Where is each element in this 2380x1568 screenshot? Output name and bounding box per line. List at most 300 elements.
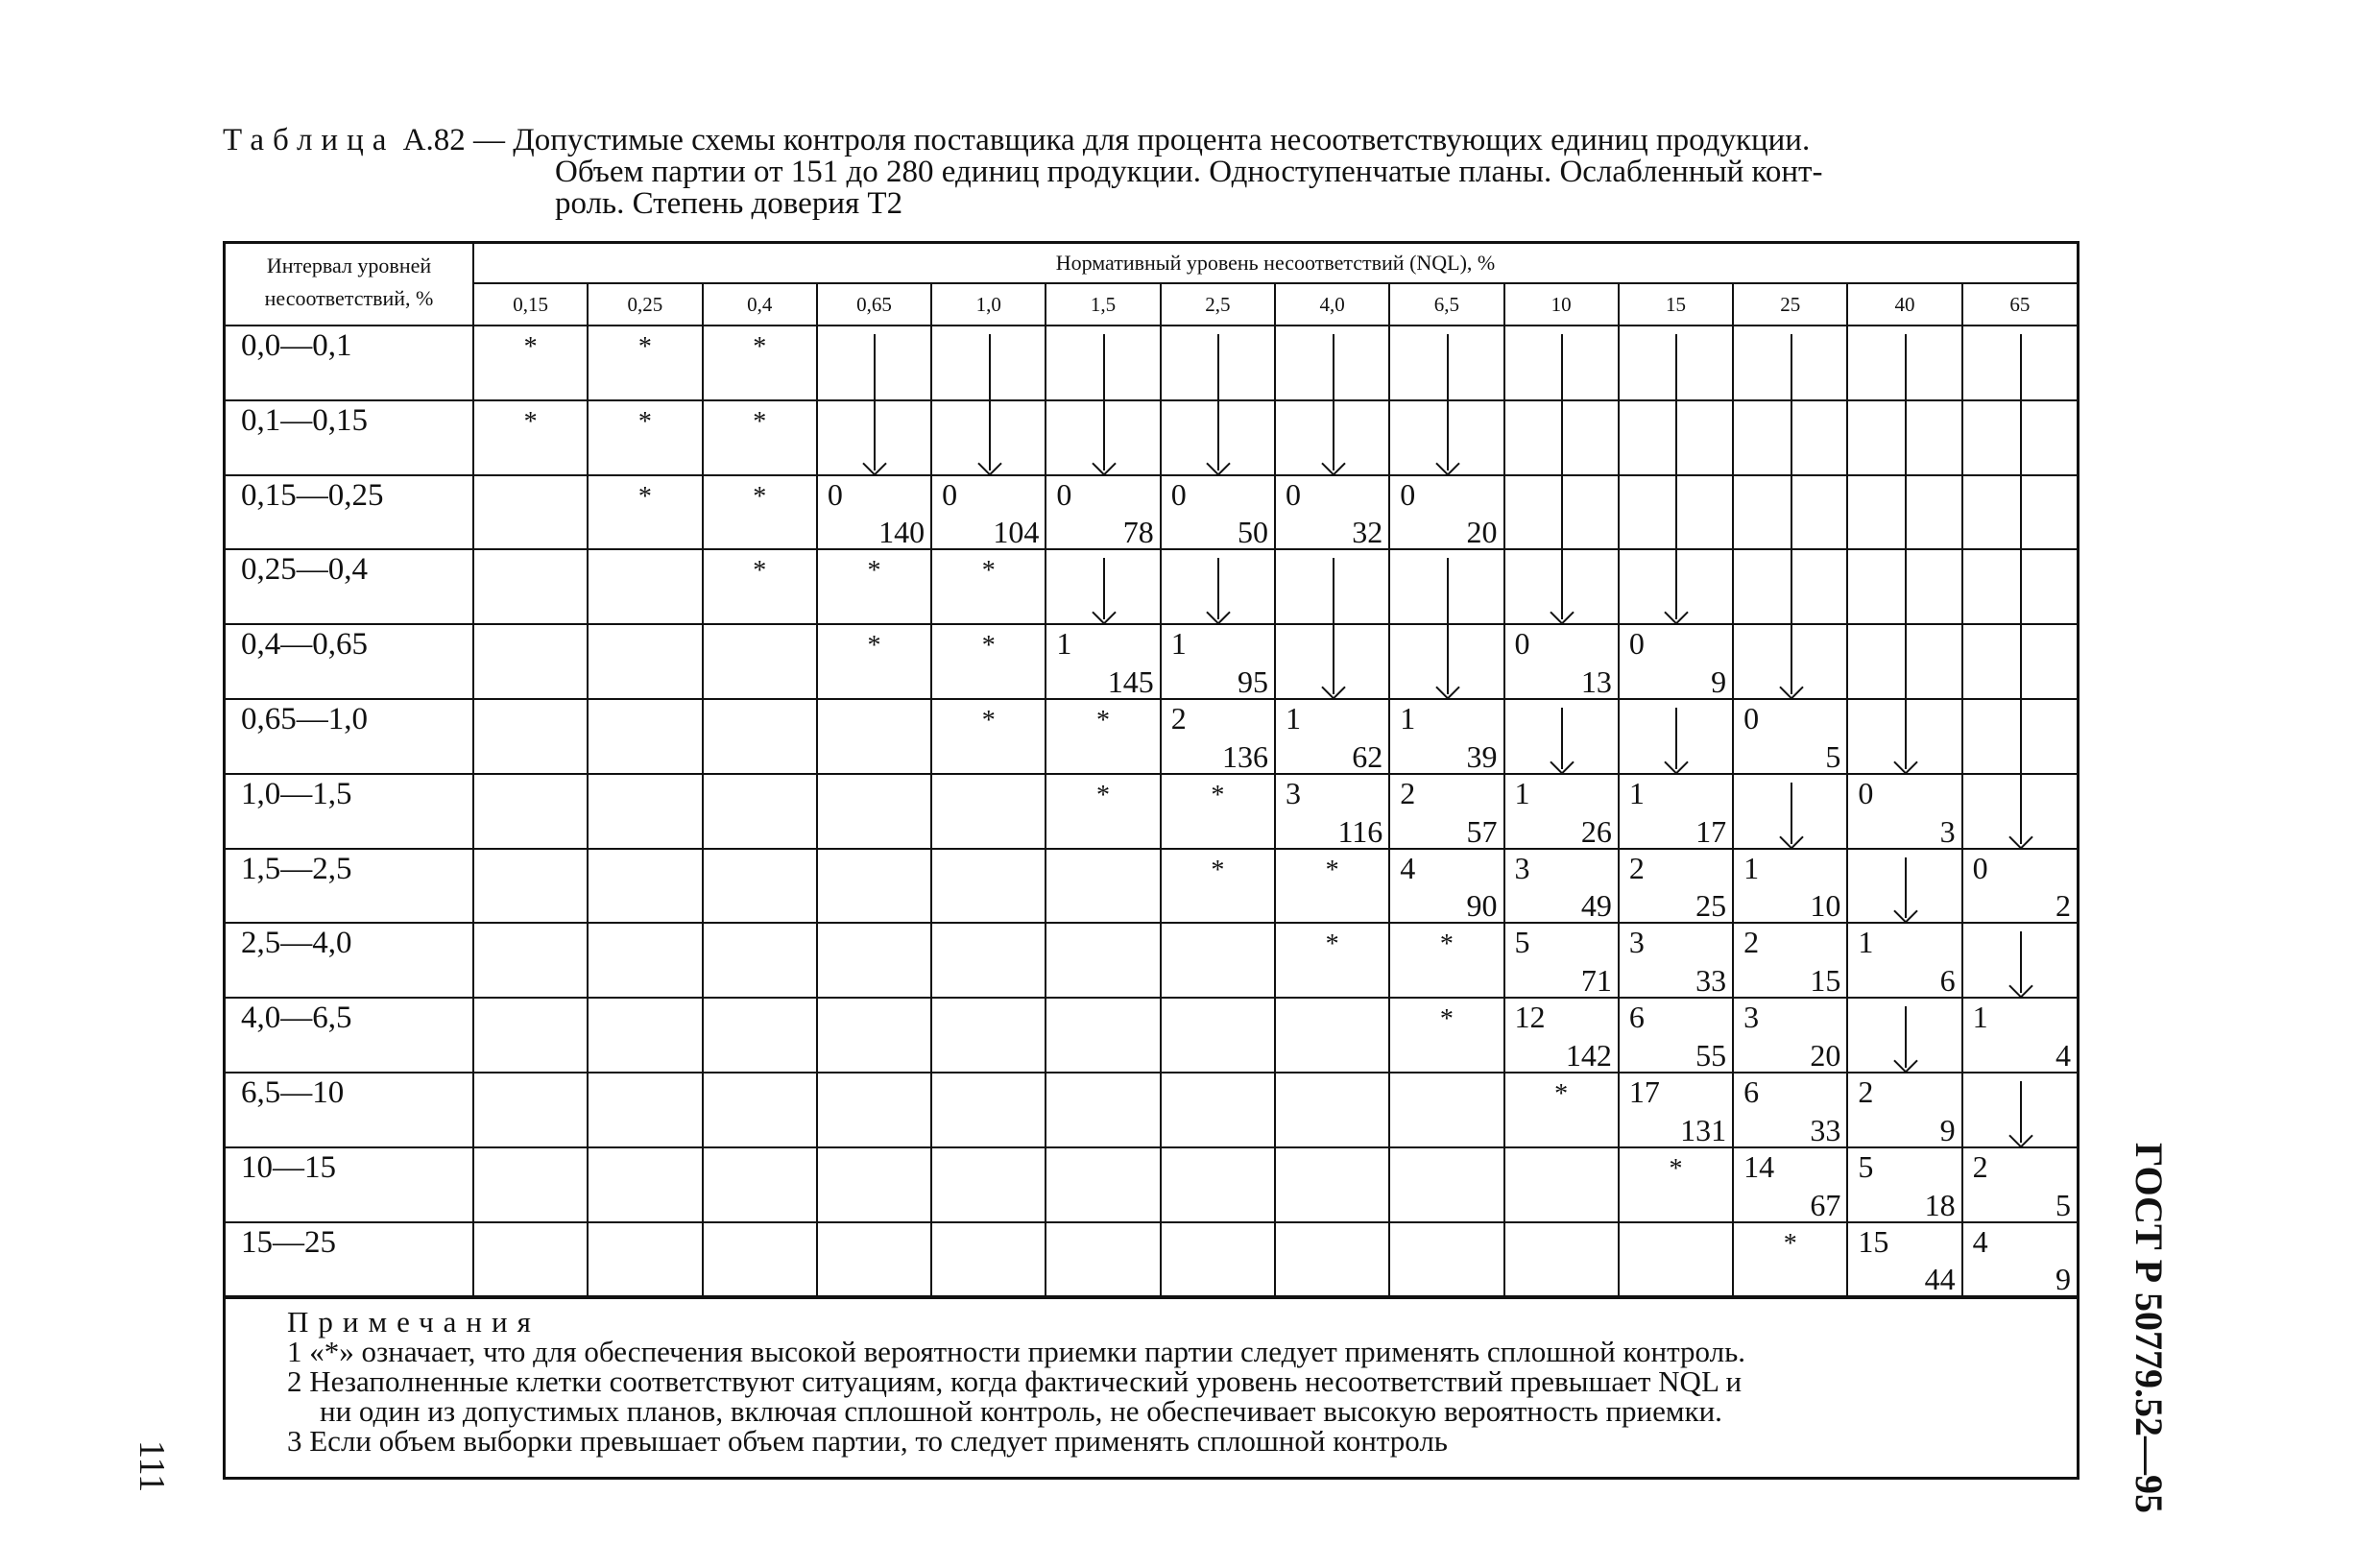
arrow-line-icon [1905,625,1907,698]
full-inspection-mark: * [1161,774,1275,849]
acceptance-number: 0 [1056,476,1072,512]
arrow-line-icon [1561,334,1563,399]
plan-cell [1847,923,1961,998]
note-2b: ни один из допустимых планов, включая сплошной контроль, не обеспечивает высокую вероятность приемки. [320,1394,1722,1428]
empty-cell [1504,1147,1619,1222]
arrow-down-icon [1847,699,1961,774]
plan-cell [1733,923,1847,998]
sample-size: 4 [2055,1037,2071,1073]
arrow-down-icon [1217,558,1219,619]
full-inspection-mark: * [1389,923,1503,998]
empty-cell [473,549,588,624]
acceptance-number: 1 [1972,1000,1988,1035]
arrow-down-icon [1217,401,1219,470]
arrow-down-icon [1447,625,1449,694]
sample-size: 18 [1924,1187,1956,1222]
notes [287,1307,1745,1456]
empty-cell [1161,1147,1275,1222]
arrow-line-icon [1905,476,1907,549]
arrow-line-icon [1791,550,1792,623]
arrow-down-icon [1962,1073,2077,1147]
empty-cell [703,1147,817,1222]
full-inspection-mark: * [817,624,931,699]
arrow-down-icon [874,401,876,470]
sampling-plans-table [223,241,2079,1480]
standard-designation: ГОСТ Р 50779.52—95 [2128,1143,2171,1514]
empty-cell [817,849,931,924]
empty-cell [1389,1073,1503,1147]
empty-cell [588,1147,702,1222]
table-row [226,998,2077,1073]
arrow-line-icon [931,326,1046,400]
acceptance-number: 1 [1285,700,1301,736]
arrow-line-icon [817,326,931,400]
table-row [226,400,2077,475]
sample-size: 5 [2055,1187,2071,1222]
arrow-down-icon [1791,783,1792,844]
empty-cell [588,624,702,699]
arrow-down-icon [1905,700,1907,769]
arrow-line-icon [1333,558,1334,623]
full-inspection-mark: * [588,400,702,475]
arrow-down-icon [1275,400,1389,475]
acceptance-number: 12 [1514,1000,1546,1035]
nql-column-header: 15 [1619,283,1733,326]
arrow-line-icon [1389,326,1503,400]
plan-cell [1619,923,1733,998]
arrow-line-icon [1791,476,1792,549]
interval-label: 0,25—0,4 [226,549,473,624]
empty-cell [703,699,817,774]
arrow-down-icon [2020,775,2022,844]
arrow-down-icon [1504,549,1619,624]
full-inspection-mark: * [703,549,817,624]
acceptance-number: 5 [1858,1148,1874,1184]
arrow-down-icon [1733,774,1847,849]
empty-cell [1046,923,1160,998]
sample-size: 67 [1810,1187,1841,1222]
table-row [226,1222,2077,1297]
interval-label: 0,4—0,65 [226,624,473,699]
arrow-line-icon [1675,334,1677,399]
arrow-down-icon [1561,708,1563,769]
acceptance-number: 1 [1858,925,1874,960]
table-row [226,326,2077,400]
empty-cell [588,998,702,1073]
arrow-line-icon [1733,400,1847,475]
empty-cell [817,998,931,1073]
full-inspection-mark: * [1046,774,1160,849]
empty-cell [1161,1222,1275,1297]
arrow-line-icon [1847,549,1961,624]
arrow-down-icon [1504,699,1619,774]
full-inspection-mark: * [473,326,588,400]
sample-size: 2 [2055,888,2071,924]
arrow-down-icon [1791,625,1792,694]
sample-size: 39 [1466,738,1498,774]
nql-column-header: 10 [1504,283,1619,326]
full-inspection-mark: * [931,699,1046,774]
arrow-down-icon [1675,550,1677,619]
arrow-line-icon [1333,334,1334,399]
sample-size: 9 [1939,1112,1956,1147]
arrow-down-icon [1962,923,2077,998]
empty-cell [1389,1147,1503,1222]
acceptance-number: 3 [1285,775,1301,810]
arrow-line-icon [874,334,876,399]
full-inspection-mark: * [1389,998,1503,1073]
plan-cell [1733,849,1847,924]
table-row [226,923,2077,998]
empty-cell [473,1073,588,1147]
acceptance-number: 0 [1514,626,1530,662]
empty-cell [931,774,1046,849]
nql-header: Нормативный уровень несоответствий (NQL), % [473,244,2077,283]
interval-label: 6,5—10 [226,1073,473,1147]
arrow-line-icon [989,334,991,399]
interval-label: 0,65—1,0 [226,699,473,774]
full-inspection-mark: * [1275,849,1389,924]
empty-cell [588,1073,702,1147]
caption-line-3: роль. Степень доверия Т2 [555,186,903,221]
arrow-down-icon [1103,558,1105,619]
acceptance-number: 0 [1628,626,1645,662]
plan-cell [1733,1073,1847,1147]
full-inspection-mark: * [703,400,817,475]
arrow-line-icon [2020,625,2022,698]
empty-cell [931,1073,1046,1147]
sample-size: 95 [1237,663,1268,699]
arrow-line-icon [1905,401,1907,474]
full-inspection-mark: * [1046,699,1160,774]
acceptance-number: 1 [1170,626,1187,662]
plan-cell [1275,475,1389,550]
notes-box [226,1296,2077,1480]
table-row [226,475,2077,550]
plan-cell [1847,1073,1961,1147]
empty-cell [473,624,588,699]
arrow-down-icon [1619,549,1733,624]
nql-column-header: 1,0 [931,283,1046,326]
arrow-line-icon [1046,326,1160,400]
arrow-down-icon [1389,624,1503,699]
arrow-down-icon [1733,624,1847,699]
sample-size: 25 [1695,888,1727,924]
arrow-down-icon [2020,931,2022,993]
empty-cell [1046,849,1160,924]
full-inspection-mark: * [817,549,931,624]
acceptance-number: 4 [1972,1223,1988,1259]
interval-label: 15—25 [226,1222,473,1297]
full-inspection-mark: * [703,475,817,550]
empty-cell [1619,1222,1733,1297]
empty-cell [703,1073,817,1147]
plan-cell [1619,998,1733,1073]
empty-cell [588,923,702,998]
empty-cell [1046,998,1160,1073]
interval-label: 4,0—6,5 [226,998,473,1073]
empty-cell [1046,1222,1160,1297]
arrow-down-icon [1103,401,1105,470]
arrow-line-icon [1733,326,1847,400]
arrow-line-icon [1847,624,1961,699]
acceptance-number: 2 [1743,925,1760,960]
acceptance-number: 3 [1628,925,1645,960]
nql-column-header: 4,0 [1275,283,1389,326]
full-inspection-mark: * [703,326,817,400]
plan-cell [931,475,1046,550]
acceptance-number: 6 [1628,1000,1645,1035]
sample-size: 33 [1810,1112,1841,1147]
arrow-line-icon [1847,326,1961,400]
acceptance-number: 2 [1972,1148,1988,1184]
acceptance-number: 3 [1743,1000,1760,1035]
arrow-line-icon [1619,475,1733,550]
plan-cell [1619,1073,1733,1147]
arrow-line-icon [2020,401,2022,474]
plan-cell [1275,699,1389,774]
sample-size: 131 [1680,1112,1727,1147]
interval-header: Интервал уровней несоответствий, % [226,244,473,326]
acceptance-number: 3 [1514,850,1530,885]
acceptance-number: 0 [827,476,843,512]
arrow-down-icon [1333,625,1334,694]
interval-label: 0,15—0,25 [226,475,473,550]
acceptance-number: 17 [1628,1073,1660,1109]
full-inspection-mark: * [1275,923,1389,998]
empty-cell [473,849,588,924]
acceptance-number: 0 [1285,476,1301,512]
plan-cell [1962,1222,2077,1297]
empty-cell [817,923,931,998]
nql-column-header: 6,5 [1389,283,1503,326]
empty-cell [817,1222,931,1297]
caption-number: А.82 — [402,123,505,157]
arrow-down-icon [1046,400,1160,475]
arrow-line-icon [1217,334,1219,399]
arrow-line-icon [1675,476,1677,549]
table-caption [223,125,2085,220]
plan-cell [1046,624,1160,699]
plan-cell [1847,1147,1961,1222]
sample-size: 20 [1810,1037,1841,1073]
plan-cell [1733,1147,1847,1222]
arrow-line-icon [1561,401,1563,474]
full-inspection-mark: * [1504,1073,1619,1147]
interval-label: 1,0—1,5 [226,774,473,849]
plan-cell [1275,774,1389,849]
page-number: 111 [132,1440,172,1493]
empty-cell [817,1147,931,1222]
plan-cell [1619,774,1733,849]
arrow-down-icon [1046,549,1160,624]
acceptance-number: 1 [1400,700,1416,736]
note-2a: 2 Незаполненные клетки соответствуют ситуациям, когда фактический уровень несоответствий превышает NQL и [287,1364,1743,1398]
caption-prefix: Таблица [223,123,396,157]
notes-title: Примечания [287,1305,541,1339]
sample-size: 44 [1924,1262,1956,1297]
interval-label: 2,5—4,0 [226,923,473,998]
nql-column-header: 0,4 [703,283,817,326]
arrow-line-icon [1962,326,2077,400]
empty-cell [1275,998,1389,1073]
empty-cell [931,1147,1046,1222]
arrow-line-icon [2020,334,2022,399]
plan-cell [1733,699,1847,774]
arrow-down-icon [1905,857,1907,919]
acceptance-number: 0 [1170,476,1187,512]
arrow-line-icon [1905,550,1907,623]
arrow-line-icon [1905,334,1907,399]
plan-cell [1962,998,2077,1073]
sample-size: 26 [1580,813,1612,849]
plan-cell [1619,624,1733,699]
empty-cell [588,849,702,924]
sample-size: 5 [1825,738,1841,774]
arrow-line-icon [1447,558,1449,623]
arrow-down-icon [1561,550,1563,619]
full-inspection-mark: * [1619,1147,1733,1222]
table-grid [226,244,2077,1297]
nql-column-header: 65 [1962,283,2077,326]
empty-cell [817,1073,931,1147]
empty-cell [473,998,588,1073]
acceptance-number: 0 [1743,700,1760,736]
arrow-line-icon [1733,475,1847,550]
arrow-line-icon [1103,334,1105,399]
acceptance-number: 6 [1743,1073,1760,1109]
note-3: 3 Если объем выборки превышает объем партии, то следует применять сплошной контроль [287,1424,1448,1458]
nql-column-header: 0,15 [473,283,588,326]
arrow-line-icon [1962,624,2077,699]
plan-cell [1161,624,1275,699]
arrow-down-icon [931,400,1046,475]
empty-cell [1275,1073,1389,1147]
arrow-down-icon [2020,1081,2022,1143]
arrow-down-icon [1389,400,1503,475]
arrow-line-icon [1962,475,2077,550]
arrow-down-icon [1161,400,1275,475]
empty-cell [588,699,702,774]
sample-size: 50 [1237,515,1268,550]
acceptance-number: 4 [1400,850,1416,885]
interval-label: 0,0—0,1 [226,326,473,400]
full-inspection-mark: * [1733,1222,1847,1297]
column-header-row [226,283,2077,326]
sample-size: 32 [1352,515,1383,550]
empty-cell [588,774,702,849]
nql-column-header: 25 [1733,283,1847,326]
plan-cell [1962,849,2077,924]
sample-size: 20 [1466,515,1498,550]
empty-cell [1389,1222,1503,1297]
arrow-down-icon [1675,708,1677,769]
full-inspection-mark: * [931,624,1046,699]
acceptance-number: 1 [1056,626,1072,662]
arrow-line-icon [1675,401,1677,474]
sample-size: 49 [1580,888,1612,924]
plan-cell [1504,923,1619,998]
acceptance-number: 2 [1858,1073,1874,1109]
arrow-down-icon [1275,624,1389,699]
acceptance-number: 2 [1628,850,1645,885]
plan-cell [1733,998,1847,1073]
full-inspection-mark: * [588,326,702,400]
plan-cell [1847,774,1961,849]
acceptance-number: 2 [1400,775,1416,810]
sample-size: 57 [1466,813,1498,849]
sample-size: 71 [1580,963,1612,999]
acceptance-number: 1 [1628,775,1645,810]
sample-size: 6 [1939,963,1956,999]
arrow-down-icon [1905,1006,1907,1068]
sample-size: 104 [993,515,1040,550]
table-row [226,774,2077,849]
empty-cell [473,1222,588,1297]
nql-column-header: 1,5 [1046,283,1160,326]
empty-cell [1046,1147,1160,1222]
sample-size: 33 [1695,963,1727,999]
empty-cell [473,774,588,849]
table-row [226,1147,2077,1222]
arrow-line-icon [1962,549,2077,624]
empty-cell [588,1222,702,1297]
empty-cell [931,998,1046,1073]
arrow-down-icon [817,400,931,475]
table-row [226,624,2077,699]
acceptance-number: 0 [1972,850,1988,885]
plan-cell [1389,774,1503,849]
full-inspection-mark: * [473,400,588,475]
arrow-line-icon [1504,475,1619,550]
plan-cell [1962,1147,2077,1222]
arrow-line-icon [1275,326,1389,400]
plan-cell [1619,849,1733,924]
arrow-line-icon [1791,401,1792,474]
sample-size: 10 [1810,888,1841,924]
sample-size: 78 [1122,515,1154,550]
arrow-line-icon [1962,699,2077,774]
full-inspection-mark: * [931,549,1046,624]
table-row [226,699,2077,774]
plan-cell [1161,699,1275,774]
arrow-line-icon [1447,334,1449,399]
sample-size: 9 [2055,1262,2071,1297]
empty-cell [931,923,1046,998]
sample-size: 145 [1107,663,1154,699]
plan-cell [1046,475,1160,550]
table-body [226,326,2077,1296]
arrow-line-icon [1161,326,1275,400]
arrow-down-icon [1333,401,1334,470]
arrow-down-icon [989,401,991,470]
acceptance-number: 14 [1743,1148,1775,1184]
empty-cell [931,849,1046,924]
nql-column-header: 2,5 [1161,283,1275,326]
sample-size: 13 [1580,663,1612,699]
sample-size: 136 [1221,738,1268,774]
acceptance-number: 1 [1514,775,1530,810]
acceptance-number: 5 [1514,925,1530,960]
arrow-line-icon [1619,326,1733,400]
table-row [226,849,2077,924]
arrow-line-icon [1389,549,1503,624]
arrow-line-icon [2020,476,2022,549]
interval-label: 10—15 [226,1147,473,1222]
arrow-line-icon [2020,700,2022,773]
arrow-line-icon [1791,334,1792,399]
empty-cell [1046,1073,1160,1147]
